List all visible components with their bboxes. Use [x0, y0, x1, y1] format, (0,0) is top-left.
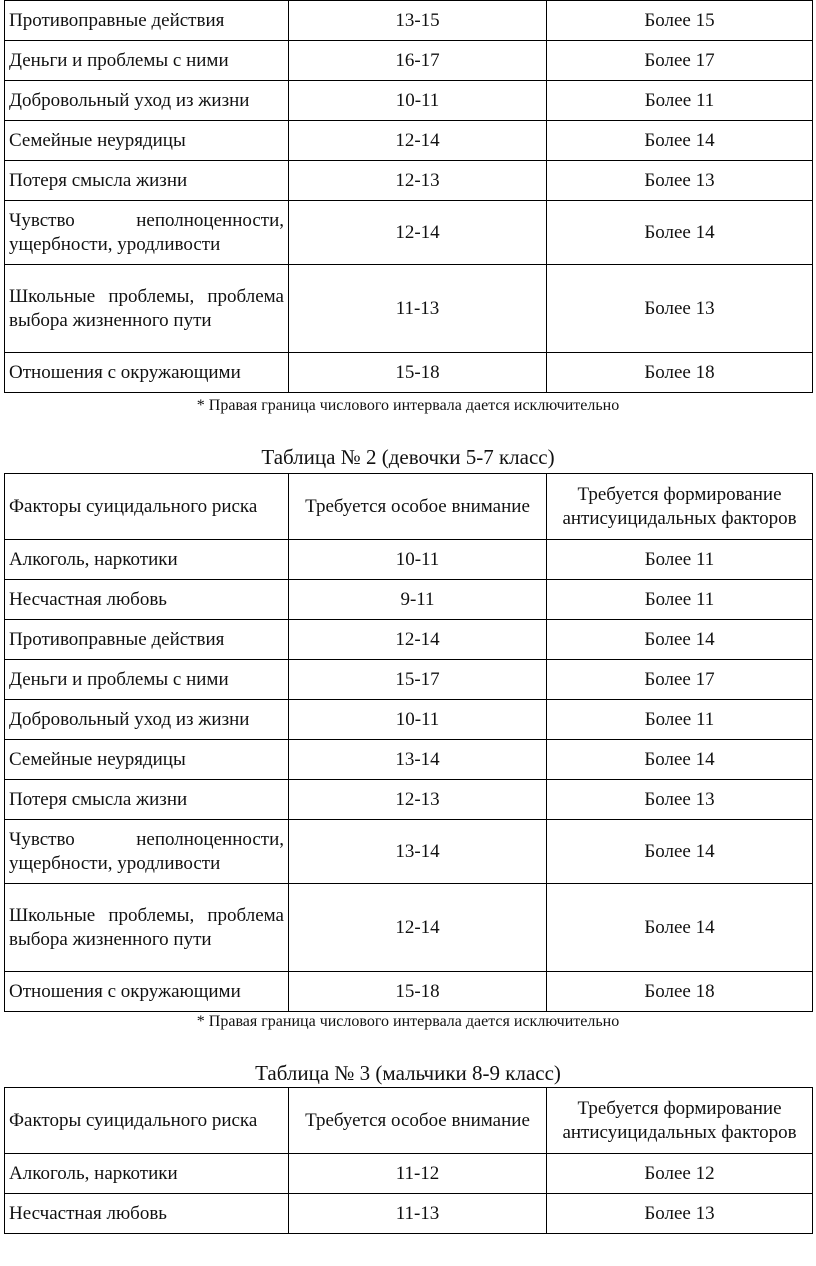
factor-cell: Отношения с окружающими — [5, 972, 289, 1012]
table-row — [5, 884, 813, 972]
attention-cell: 12-13 — [289, 161, 547, 201]
attention-cell: 10-11 — [289, 540, 547, 580]
factor-cell: Алкоголь, наркотики — [5, 1154, 289, 1194]
table-row — [5, 1194, 813, 1234]
attention-cell: 13-15 — [289, 1, 547, 41]
factor-cell: Несчастная любовь — [5, 1194, 289, 1234]
table-row — [5, 820, 813, 884]
factor-cell: Школьные проблемы, проблема выбора жизненного пути — [5, 884, 289, 972]
attention-cell: 16-17 — [289, 41, 547, 81]
formation-cell: Более 13 — [547, 780, 813, 820]
factor-cell: Несчастная любовь — [5, 580, 289, 620]
formation-cell: Более 18 — [547, 353, 813, 393]
formation-cell: Более 17 — [547, 660, 813, 700]
factor-cell: Семейные неурядицы — [5, 740, 289, 780]
factor-cell: Потеря смысла жизни — [5, 161, 289, 201]
table-row — [5, 161, 813, 201]
header-attention: Требуется особое внимание — [289, 1088, 547, 1154]
table-row — [5, 81, 813, 121]
formation-cell: Более 17 — [547, 41, 813, 81]
table-row — [5, 660, 813, 700]
header-formation: Требуется формирование антисуицидальных факторов — [547, 474, 813, 540]
attention-cell: 11-13 — [289, 1194, 547, 1234]
footnote: * Правая граница числового интервала дается исключительно — [196, 1013, 620, 1030]
factor-cell: Отношения с окружающими — [5, 353, 289, 393]
attention-cell: 11-13 — [289, 265, 547, 353]
attention-cell: 12-14 — [289, 201, 547, 265]
header-formation: Требуется формирование антисуицидальных факторов — [547, 1088, 813, 1154]
formation-cell: Более 14 — [547, 884, 813, 972]
table-row — [5, 700, 813, 740]
table-row — [5, 265, 813, 353]
table-row — [5, 201, 813, 265]
table-row — [5, 1, 813, 41]
table-title: Таблица № 3 (мальчики 8-9 класс) — [255, 1061, 561, 1085]
formation-cell: Более 13 — [547, 161, 813, 201]
attention-cell: 15-18 — [289, 353, 547, 393]
table-header-row — [5, 1088, 813, 1154]
formation-cell: Более 14 — [547, 820, 813, 884]
attention-cell: 9-11 — [289, 580, 547, 620]
table-row — [5, 41, 813, 81]
factor-cell: Деньги и проблемы с ними — [5, 41, 289, 81]
factor-cell: Деньги и проблемы с ними — [5, 660, 289, 700]
factor-cell: Добровольный уход из жизни — [5, 81, 289, 121]
table-row — [5, 580, 813, 620]
table-2 — [4, 473, 813, 1012]
table-row — [5, 1154, 813, 1194]
table-row — [5, 121, 813, 161]
attention-cell: 10-11 — [289, 81, 547, 121]
formation-cell: Более 11 — [547, 81, 813, 121]
formation-cell: Более 18 — [547, 972, 813, 1012]
formation-cell: Более 11 — [547, 580, 813, 620]
attention-cell: 15-17 — [289, 660, 547, 700]
formation-cell: Более 13 — [547, 1194, 813, 1234]
table-row — [5, 620, 813, 660]
table-3 — [4, 1087, 813, 1234]
table-1 — [4, 0, 813, 393]
attention-cell: 10-11 — [289, 700, 547, 740]
factor-cell: Чувство неполноценности, ущербности, уродливости — [5, 201, 289, 265]
header-factor: Факторы суицидального риска — [5, 1088, 289, 1154]
footnote: * Правая граница числового интервала дается исключительно — [196, 397, 620, 414]
attention-cell: 13-14 — [289, 820, 547, 884]
formation-cell: Более 12 — [547, 1154, 813, 1194]
header-factor: Факторы суицидального риска — [5, 474, 289, 540]
table-row — [5, 740, 813, 780]
table-header-row — [5, 474, 813, 540]
table-row — [5, 353, 813, 393]
formation-cell: Более 13 — [547, 265, 813, 353]
formation-cell: Более 15 — [547, 1, 813, 41]
table-title: Таблица № 2 (девочки 5-7 класс) — [261, 445, 555, 469]
formation-cell: Более 14 — [547, 620, 813, 660]
table-row — [5, 972, 813, 1012]
formation-cell: Более 14 — [547, 201, 813, 265]
attention-cell: 15-18 — [289, 972, 547, 1012]
attention-cell: 11-12 — [289, 1154, 547, 1194]
factor-cell: Семейные неурядицы — [5, 121, 289, 161]
attention-cell: 13-14 — [289, 740, 547, 780]
formation-cell: Более 14 — [547, 740, 813, 780]
table-row — [5, 780, 813, 820]
factor-cell: Добровольный уход из жизни — [5, 700, 289, 740]
factor-cell: Противоправные действия — [5, 620, 289, 660]
formation-cell: Более 11 — [547, 540, 813, 580]
attention-cell: 12-14 — [289, 121, 547, 161]
factor-cell: Противоправные действия — [5, 1, 289, 41]
attention-cell: 12-14 — [289, 620, 547, 660]
factor-cell: Школьные проблемы, проблема выбора жизненного пути — [5, 265, 289, 353]
table-row — [5, 540, 813, 580]
formation-cell: Более 14 — [547, 121, 813, 161]
attention-cell: 12-13 — [289, 780, 547, 820]
formation-cell: Более 11 — [547, 700, 813, 740]
factor-cell: Алкоголь, наркотики — [5, 540, 289, 580]
factor-cell: Чувство неполноценности, ущербности, уродливости — [5, 820, 289, 884]
attention-cell: 12-14 — [289, 884, 547, 972]
factor-cell: Потеря смысла жизни — [5, 780, 289, 820]
header-attention: Требуется особое внимание — [289, 474, 547, 540]
